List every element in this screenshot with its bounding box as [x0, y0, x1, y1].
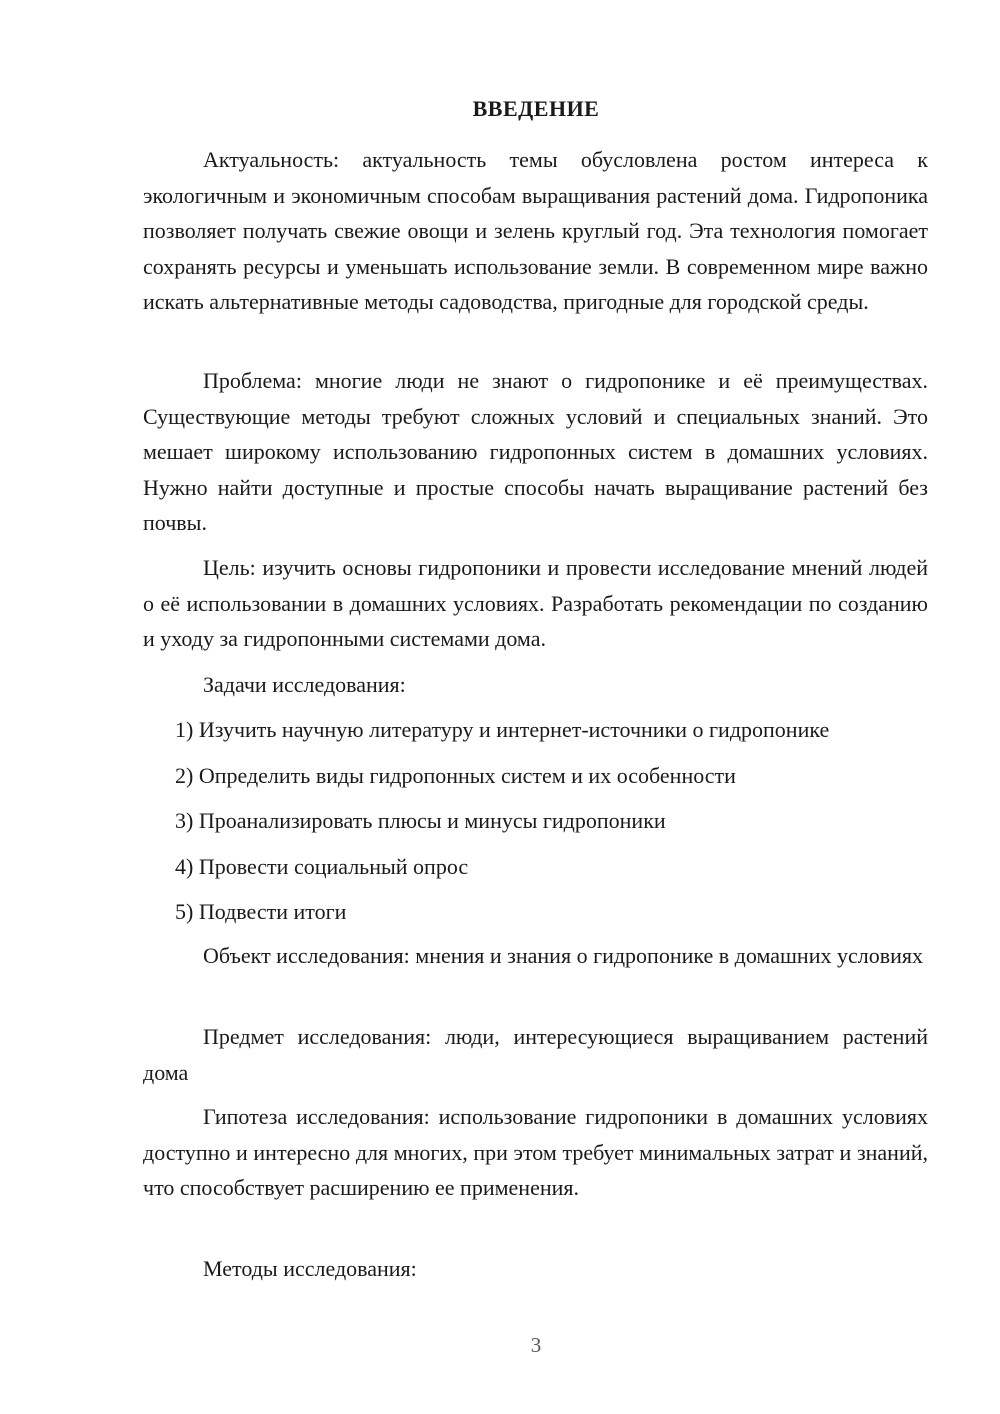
paragraph-subject: Предмет исследования: люди, интересующиеся выращиванием растений дома: [143, 1024, 928, 1085]
body-text: [143, 142, 928, 320]
body-text: [143, 550, 928, 657]
paragraph-hypothesis: Гипотеза исследования: использование гидропоники в домашних условиях доступно и интересно для многих, при этом требует минимальных затрат и знаний, что способствует расширению ее применения.: [143, 1104, 928, 1200]
methods-label: Методы исследования:: [203, 1256, 417, 1281]
tasks-label: Задачи исследования:: [203, 672, 406, 697]
body-text: [143, 938, 928, 974]
paragraph-relevance: Актуальность: актуальность темы обусловлена ростом интереса к экологичным и экономичным способам выращивания растений дома. Гидропоника позволяет получать свежие овощи и зелень круглый год. Эта технология помогает сохранять ресурсы и уменьшать использование земли. В современном мире важно искать альтернативные методы садоводства, пригодные для городской среды.: [143, 147, 928, 314]
body-text: [143, 1099, 928, 1206]
page-number: 3: [530, 1333, 542, 1357]
section-heading: ВВЕДЕНИЕ: [472, 96, 600, 121]
body-text: [143, 667, 928, 703]
paragraph-object: Объект исследования: мнения и знания о гидропонике в домашних условиях: [203, 943, 923, 968]
paragraph-problem: Проблема: многие люди не знают о гидропонике и её преимуществах. Существующие методы требуют сложных условий и специальных знаний. Это мешает широкому использованию гидропонных систем в домашних условиях. Нужно найти доступные и простые способы начать выращивание растений без почвы.: [143, 368, 928, 535]
list-item: 2) Определить виды гидропонных систем и их особенности: [175, 762, 736, 788]
body-text: [143, 1251, 928, 1287]
tasks-list: [143, 712, 963, 930]
list-item: 3) Проанализировать плюсы и минусы гидропоники: [175, 808, 666, 833]
list-item: 1) Изучить научную литературу и интернет-источники о гидропонике: [175, 717, 830, 742]
body-text: [143, 363, 928, 541]
body-text: [143, 1019, 928, 1090]
list-item: 5) Подвести итоги: [175, 899, 347, 924]
paragraph-goal: Цель: изучить основы гидропоники и провести исследование мнений людей о её использовании в домашних условиях. Разработать рекомендации по созданию и уходу за гидропонными системами дома.: [143, 555, 928, 651]
list-item: 4) Провести социальный опрос: [175, 853, 469, 879]
